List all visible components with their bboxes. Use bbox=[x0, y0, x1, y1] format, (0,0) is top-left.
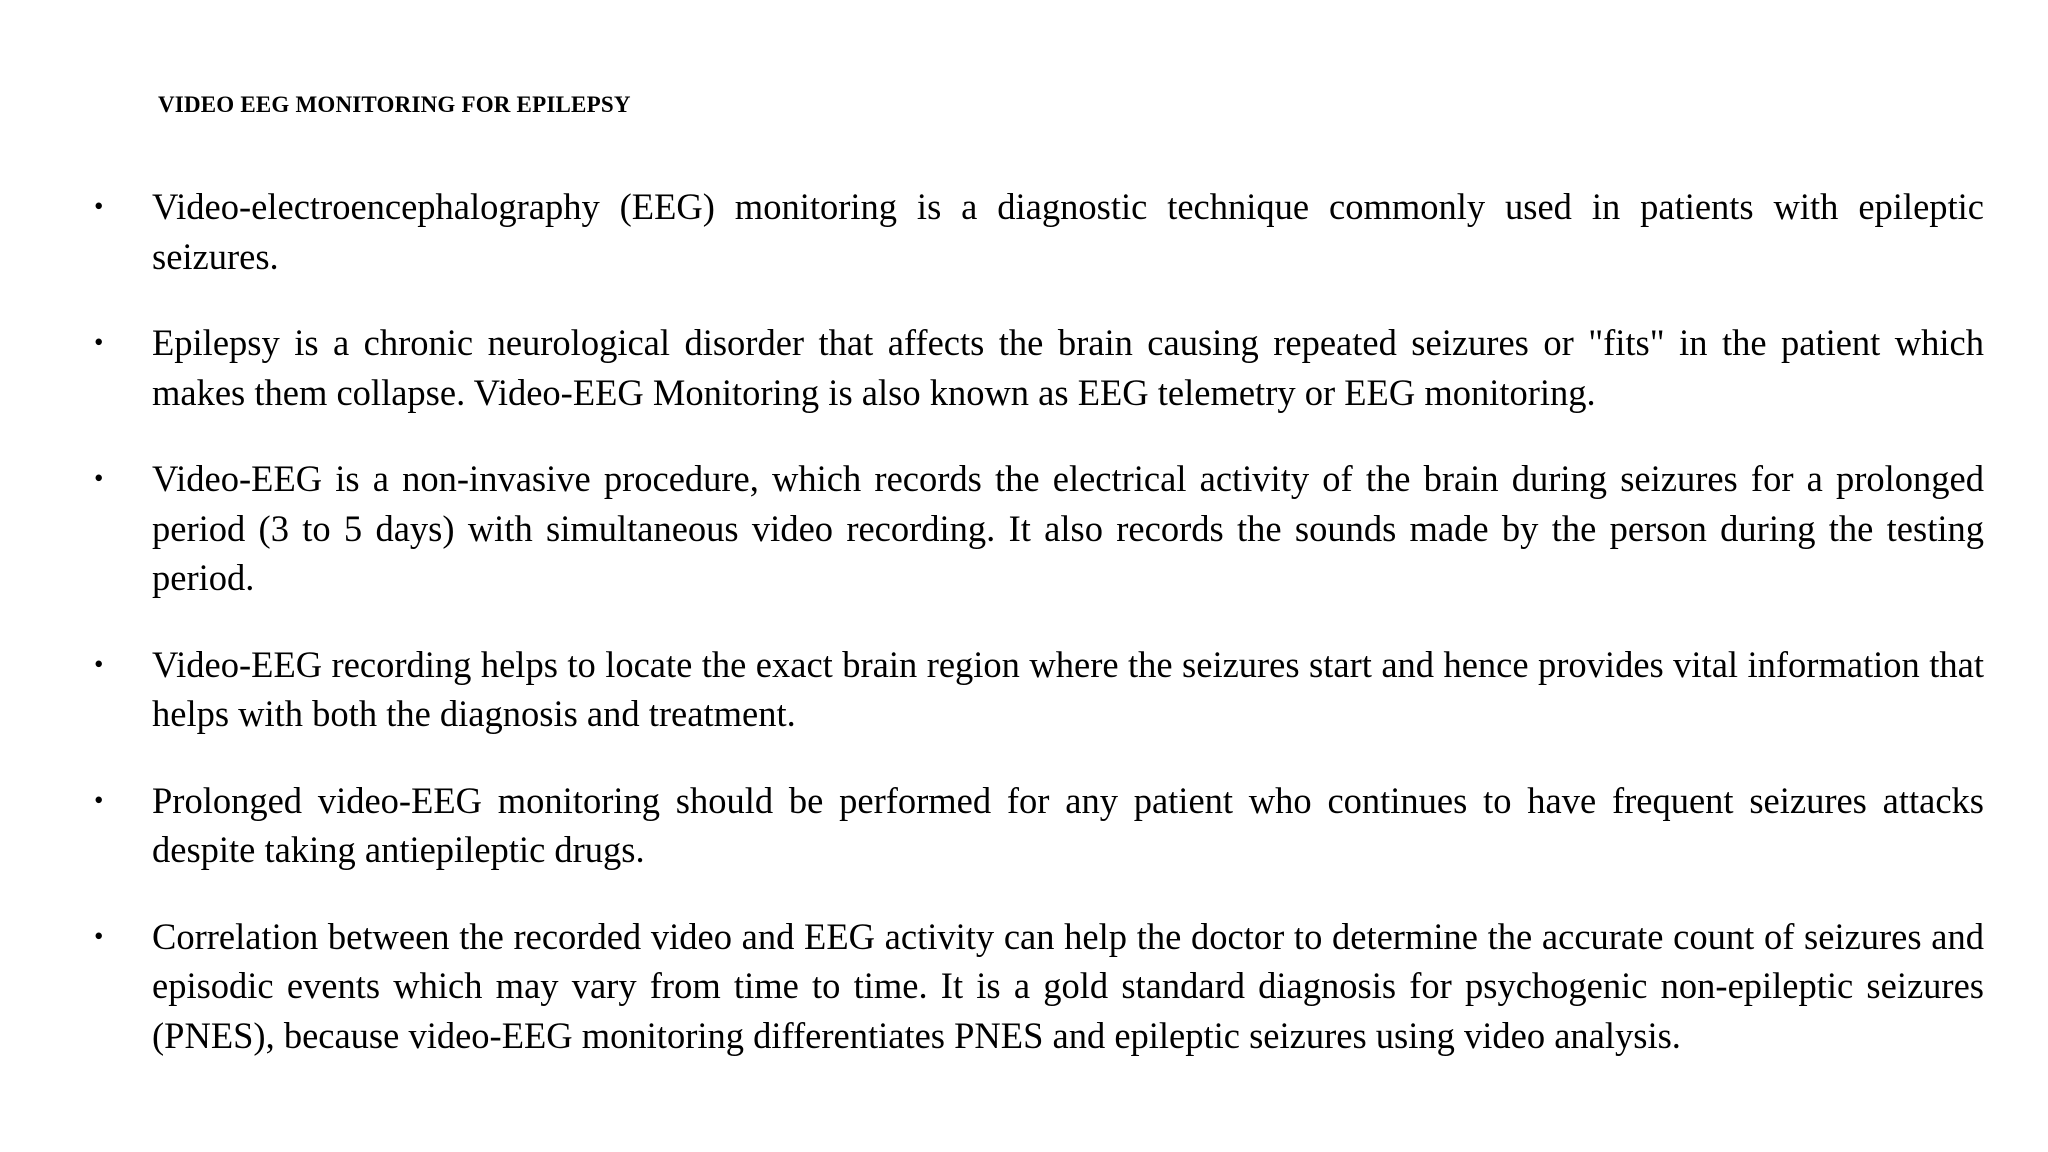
list-item bbox=[94, 776, 1984, 875]
bullet-text: Epilepsy is a chronic neurological disorder that affects the brain causing repeated seizures or "fits" in the patient which makes them collapse. Video-EEG Monitoring is also known as EEG telemetry or EEG monitoring. bbox=[152, 322, 1984, 413]
bullet-icon: • bbox=[94, 648, 104, 679]
bullet-text: Video-electroencephalography (EEG) monitoring is a diagnostic technique commonly used in patients with epileptic seizures. bbox=[152, 186, 1984, 277]
bullet-text: Video-EEG is a non-invasive procedure, which records the electrical activity of the brain during seizures for a prolonged period (3 to 5 days) with simultaneous video recording. It also records the sounds made by the person during the testing period. bbox=[152, 458, 1984, 598]
bullet-icon: • bbox=[94, 463, 104, 493]
list-item bbox=[94, 640, 1984, 739]
list-item bbox=[94, 454, 1984, 603]
bullet-icon: • bbox=[94, 327, 104, 357]
bullet-text: Prolonged video-EEG monitoring should be performed for any patient who continues to have frequent seizures attacks despite taking antiepileptic drugs. bbox=[152, 779, 1984, 870]
list-item bbox=[94, 182, 1984, 281]
bullet-icon: • bbox=[94, 784, 104, 815]
slide-title: VIDEO EEG MONITORING FOR EPILEPSY bbox=[158, 92, 631, 117]
list-item bbox=[94, 912, 1984, 1061]
list-item bbox=[94, 318, 1984, 417]
bullet-icon: • bbox=[94, 191, 104, 221]
bullet-text: Correlation between the recorded video and EEG activity can help the doctor to determine the accurate count of seizures and episodic events which may vary from time to time. It is a gold standard diagnosis for psychogenic non-epileptic seizures (PNES), because video-EEG monitoring differentiates PNES and epileptic seizures using video analysis. bbox=[152, 915, 1984, 1056]
bullet-list bbox=[94, 182, 1984, 1097]
bullet-icon: • bbox=[94, 920, 104, 951]
bullet-text: Video-EEG recording helps to locate the exact brain region where the seizures start and hence provides vital information that helps with both the diagnosis and treatment. bbox=[152, 643, 1984, 734]
